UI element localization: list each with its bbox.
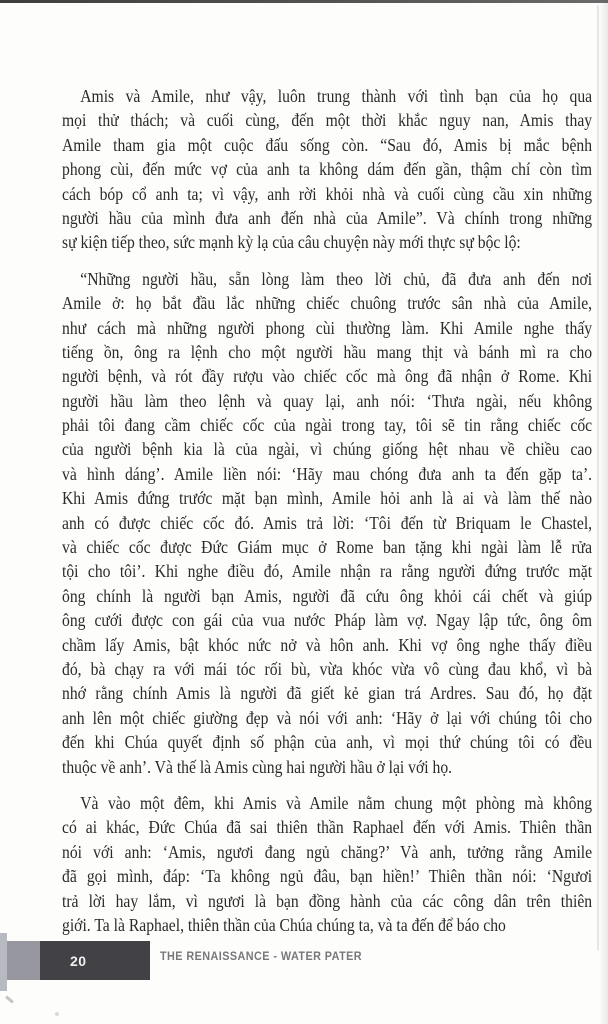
text-line: đã gọi mình, đáp: ‘Ta không ngủ đâu, bạn hiền!’ Thiên thần nói: ‘Ngươi — [62, 866, 593, 887]
page-body — [62, 84, 592, 949]
text-line: ông cưới được con gái của vua nước Pháp làm vợ. Ngay lập tức, ông ôm — [62, 610, 593, 631]
text-line: thuộc về anh’. Và thế là Amis cùng hai người hầu ở lại với họ. — [62, 756, 453, 777]
text-line: trả lời hay lắm, vì ngươi là bạn đồng hành của các công dân trên thiên — [62, 890, 593, 911]
text-line: như cách mà những người phong cùi thường làm. Khi Amile nghe thấy — [62, 317, 593, 338]
text-line: của người bệnh kia là của ngài, vì chúng giống hệt nhau về chiều cao — [62, 439, 593, 460]
footer-edge-strip — [0, 933, 7, 991]
text-line: và hình dáng’. Amile liền nói: ‘Hãy mau chóng đưa anh ta đến gặp ta’. — [62, 463, 593, 484]
text-line: mọi thử thách; và cuối cùng, đến một thời khắc nguy nan, Amis thay — [62, 110, 593, 131]
text-line: Khi Amis đứng trước mặt bạn mình, Amile hỏi anh là ai và làm thế nào — [62, 488, 593, 509]
text-line: Amis và Amile, như vậy, luôn trung thành với tình bạn của họ qua — [80, 86, 593, 106]
text-line: Amile tham gia một cuộc đấu sống còn. “Sau đó, Amis bị mắc bệnh — [62, 134, 593, 155]
page-number: 20 — [70, 952, 87, 969]
text-line: tội cho tôi’. Khi nghe điều đó, Amile nhận ra rằng người đứng trước mặt — [62, 561, 593, 582]
text-line: có ai khác, Đức Chúa đã sai thiên thần Raphael đến với Amis. Thiên thần — [62, 817, 593, 838]
text-line: ông chính là người bạn Amis, người đã cứu ông khỏi cái chết và giúp — [62, 585, 593, 606]
text-line: anh lên một chiếc giường đẹp và nói với anh: ‘Hãy ở lại với chúng tôi cho — [62, 707, 593, 728]
footer-page-number-bar — [40, 941, 150, 980]
text-line: đó, bà chạy ra với mái tóc rối bù, vừa khóc vừa vô cùng đau khổ, vì bà — [62, 658, 593, 679]
text-line: sự kiện tiếp theo, sức mạnh kỳ lạ của câu chuyện này mới thực sự bộc lộ: — [62, 232, 521, 253]
text-line: tiếng ồn, ông ra lệnh cho một người hầu mang thịt và bánh mì ra cho — [62, 341, 593, 362]
running-title: THE RENAISSANCE - WATER PATER — [160, 949, 363, 963]
text-line: “Những người hầu, sẵn lòng làm theo lời chủ, đã đưa anh đến nơi — [80, 268, 593, 289]
text-line: đến khi Chúa quyết định số phận của anh, vì mọi thứ chúng tôi có đều — [62, 732, 593, 753]
text-line: chầm lấy Amis, bật khóc nức nở và hôn anh. Khi vợ ông nghe thấy điều — [62, 634, 593, 655]
text-line: người hầu của mình đưa anh đến nhà của Amile”. Và chính trong những — [62, 207, 593, 228]
scan-top-edge — [0, 0, 608, 3]
page-edge-shadow — [599, 0, 608, 1024]
text-line: và chiếc cốc được Đức Giám mục ở Rome ban tặng khi ngài làm lễ rửa — [62, 537, 593, 558]
scan-speck — [55, 1012, 59, 1016]
scan-speck — [5, 995, 14, 1003]
text-line: cách bóp cổ anh ta; vì vậy, anh rời khỏi nhà và cuối cùng cầu xin những — [62, 183, 593, 204]
text-line: người hầu làm theo lệnh và quay lại, anh nói: ‘Thưa ngài, nếu không — [62, 390, 593, 411]
paragraph — [62, 267, 592, 779]
text-line: Amile ở: họ bắt đầu lắc những chiếc chuông trước sân nhà của Amile, — [62, 293, 593, 314]
text-line: Và vào một đêm, khi Amis và Amile nằm chung một phòng mà không — [80, 792, 593, 813]
footer-bar-light-segment — [7, 941, 40, 980]
text-line: người bệnh, và rót đầy rượu vào chiếc cốc mà ông đã nhận ở Rome. Khi — [62, 366, 593, 387]
text-line: nói với anh: ‘Amis, ngươi đang ngủ chăng?’ Và anh, tưởng rằng Amile — [62, 841, 593, 862]
paragraph — [62, 791, 592, 937]
text-line: phải tôi đang cầm chiếc cốc của ngài trong tay, tôi sẽ tin rằng chiếc cốc — [62, 415, 593, 436]
text-line: phong cùi, đến mức vợ của anh ta không dám đến gần, thậm chí còn tìm — [62, 159, 593, 180]
paragraph — [62, 84, 592, 255]
text-line: anh có được chiếc cốc đó. Amis trả lời: ‘Tôi đến từ Briquam le Chastel, — [62, 512, 593, 533]
text-line: nhớ rằng chính Amis là người đã giết kẻ gian trá Ardres. Sau đó, họ đặt — [62, 683, 593, 704]
text-line: giới. Ta là Raphael, thiên thần của Chúa chúng ta, và ta đến để báo cho — [62, 914, 506, 935]
